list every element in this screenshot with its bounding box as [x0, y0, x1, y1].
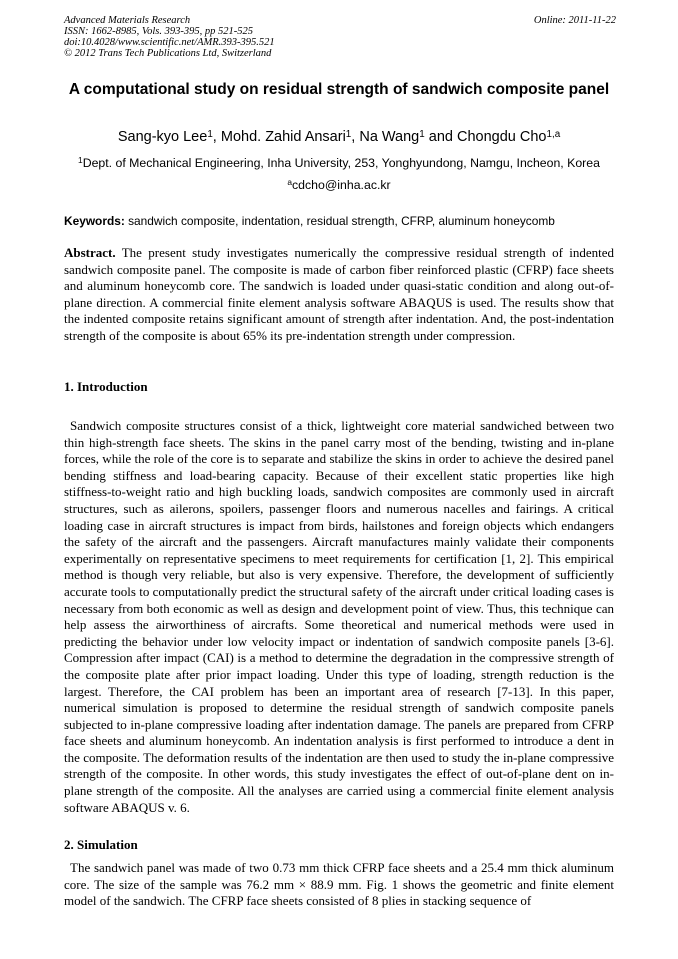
email-address: cdcho@inha.ac.kr	[292, 178, 391, 192]
online-date: Online: 2011-11-22	[533, 15, 616, 26]
author-sup: 1	[419, 128, 425, 140]
issn-line: ISSN: 1662-8985, Vols. 393-395, pp 521-525	[64, 26, 253, 37]
author-sup: 1	[345, 128, 352, 140]
author-sup: 1,a	[546, 128, 561, 140]
copyright-line: © 2012 Trans Tech Publications Ltd, Switzerland	[64, 48, 272, 59]
abstract-label: Abstract.	[64, 245, 116, 260]
introduction-paragraph: Sandwich composite structures consist of a thick, lightweight core material sandwiched between two thin high-strength face sheets. The skins in the panel carry most of the bending, twisting and in-plane forces, while the role of the core is to separate and stabilize the skins in order to achieve the desired panel bending stiffness and load-bearing capacity. Because of their excellent static properties like high stiffness-to-weight ratio and high buckling loads, sandwich composites are commonly used in aircraft structures, such as ailerons, spoilers, passenger floors and numerous nacelles and fairings. A critical loading case in aircraft structures is impact from birds, hailstones and foreign objects which endangers the safety of the aircraft and the passengers. Aircraft manufactures mainly validate their components experimentally on representative specimens to meet requirements for certification [1, 2]. This empirical method is though very reliable, but also is very expensive. Therefore, the development of sufficiently accurate tools to computationally predict the structural safety of the aircraft under critical loading cases is necessary from both economic as well as design and development point of view. Thus, this technique can help assess the airworthiness of aircrafts. Some theoretical and numerical methods were used in predicting the behavior under low velocity impact or indentation of sandwich composite panels [3-6]. Compression after impact (CAI) is a method to determine the degradation in the compressive strength of the composite plate after prior impact loading. Under this type of loading, strength reduction is the largest. Therefore, the CAI problem has been an important area of research [7-13]. In this paper, numerical simulation is proposed to determine the residual strength of sandwich composite panels subjected to in-plane compressive loading after indentation damage. The panels are prepared from CFRP face sheets and aluminum honeycomb. An indentation analysis is first performed to introduce a dent in the composite. The deformation results of the indentation are then used to study the in-plane compressive strength of the composite. In other words, this study investigates the effect of out-of-plane dent on in-plane strength of the composite. All the analyses are carried using a commercial finite element analysis software ABAQUS v. 6.	[64, 418, 614, 815]
keywords-label: Keywords:	[64, 214, 125, 228]
section-heading-simulation: 2. Simulation	[64, 837, 138, 852]
author-name: Chongdu Cho	[456, 129, 547, 145]
doi-line: doi:10.4028/www.scientific.net/AMR.393-395.521	[64, 37, 275, 48]
affiliation-text: Dept. of Mechanical Engineering, Inha University, 253, Yonghyundong, Namgu, Incheon, Korea	[82, 156, 600, 170]
simulation-paragraph: The sandwich panel was made of two 0.73 mm thick CFRP face sheets and a 25.4 mm thick aluminum core. The size of the sample was 76.2 mm × 88.9 mm. Fig. 1 shows the geometric and finite element model of the sandwich. The CFRP face sheets consisted of 8 plies in stacking sequence of	[64, 860, 614, 909]
author-name: Sang-kyo Lee	[117, 129, 208, 145]
author-separator: ,	[212, 129, 221, 145]
keywords-text: sandwich composite, indentation, residual strength, CFRP, aluminum honeycomb	[124, 214, 555, 228]
contact-email	[40, 177, 638, 193]
affiliation-sup: 1	[78, 155, 83, 166]
author-name: Na Wang	[359, 129, 420, 145]
journal-header	[64, 15, 616, 59]
journal-name: Advanced Materials Research	[64, 15, 191, 26]
affiliation	[40, 155, 638, 171]
author-name: Mohd. Zahid Ansari	[220, 129, 346, 145]
author-separator: and	[424, 129, 457, 145]
section-heading-introduction: 1. Introduction	[64, 379, 148, 394]
author-list	[40, 128, 638, 146]
author-separator: ,	[351, 129, 360, 145]
keywords	[64, 213, 624, 229]
abstract-text: The present study investigates numerically the compressive residual strength of indented sandwich composite panel. The composite is made of carbon fiber reinforced plastic (CFRP) face sheets and aluminum honeycomb core. The sandwich is loaded under quasi-static condition and along out-of-plane direction. A commercial finite element analysis software ABAQUS is used. The results show that the indented composite retains significant amount of strength after indentation. And, the post-indentation strength of the composite is about 65% its pre-indentation strength under compression.	[64, 245, 614, 343]
author-sup: 1	[207, 128, 213, 140]
email-sup: a	[287, 177, 293, 188]
paper-title: A computational study on residual strength of sandwich composite panel	[68, 81, 610, 98]
abstract	[64, 245, 614, 345]
